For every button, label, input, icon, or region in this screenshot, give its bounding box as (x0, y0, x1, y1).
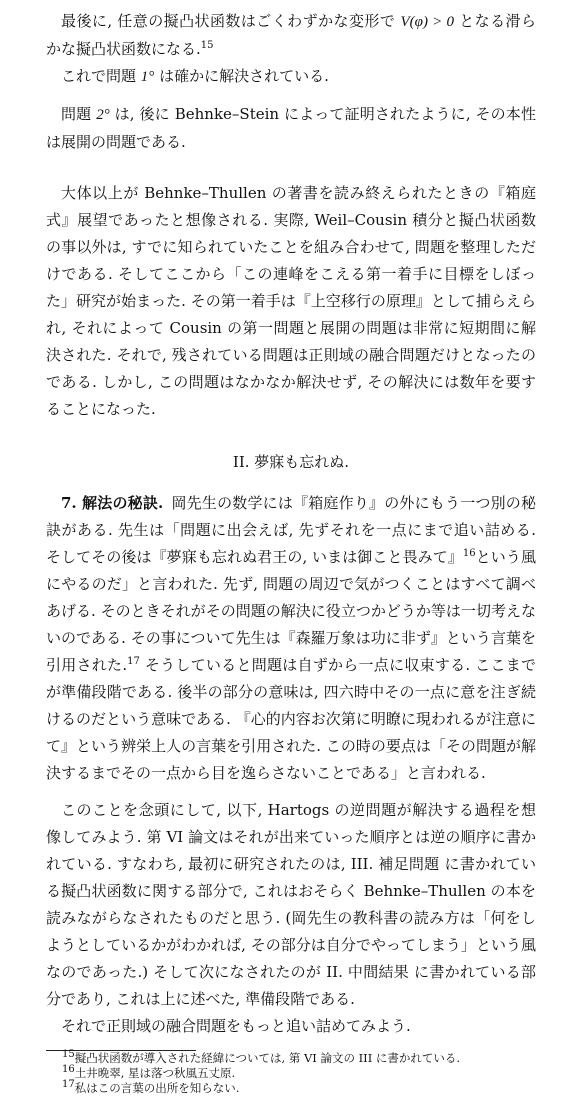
footnote-text: 擬凸状函数が導入された経緯については, 第 VI 論文の III に書かれている. (74, 1051, 461, 1065)
footnote-number: 17 (62, 1079, 75, 1091)
footnote-ref-17: 17 (127, 656, 140, 667)
inline-formula: V(φ) > 0 (400, 14, 454, 30)
problem-symbol: 1° (140, 69, 155, 85)
text: は, 後に Behnke–Stein によって証明されたように, その本性は展開の問題である. (46, 105, 536, 151)
text: 最後に, 任意の擬凸状函数はごくわずかな変形で (61, 12, 396, 30)
paragraph-problem-2 (46, 101, 536, 156)
text: これで問題 (61, 67, 137, 85)
text: 問題 (61, 105, 92, 123)
footnotes (46, 1050, 536, 1096)
text: は確かに解決されている. (159, 67, 329, 85)
paragraph-smoothing (46, 8, 536, 63)
footnote-text: 私はこの言葉の出所を知らない. (74, 1081, 240, 1095)
paragraph-summary: 大体以上が Behnke–Thullen の著書を読み終えられたときの『箱庭式』展望であったと想像される. 実際, Weil–Cousin 積分と擬凸状函数の事以外は, すでに知られていたことを組み合わせて, 問題を整理しただけである. そしてここから「この連峰をこえる第一着手に目標をしぼった」研究が始まった. その第一着手は『上空移行の原理』として捕らえられ, それによって Cousin の第一問題と展開の問題は非常に短期間に解決された. それで, 残されている問題は正則域の融合問題だけとなったのである. しかし, この問題はなかなか解決せず, その解決には数年を要することになった. (46, 184, 536, 418)
section-heading: II. 夢寐も忘れぬ. (232, 453, 350, 471)
subsection-heading: 7. 解法の秘訣. (61, 494, 164, 512)
footnote-16 (62, 1066, 536, 1081)
paragraph-section-7 (46, 490, 536, 787)
text: 岡先生の数学には『箱庭作り』の外にもう一つ別の秘訣がある. 先生は「問題に出会えば, 先ずそれを一点にまで追い詰める. そしてその後は『夢寐も忘れぬ君王の, いまは御こと畏みて』 (46, 494, 536, 566)
text: となる滑らかな擬凸状函数になる. (46, 12, 536, 58)
text: そうしていると問題は自ずから一点に収束する. ここまでが準備段階である. 後半の部分の意味は, 四六時中その一点に意を注ぎ続けるのだという意味である. 『心的内容お次第に明瞭に現われるが注意にて』という辨栄上人の言葉を引用された. この時の要点は「その問題が解決するまでその一点から目を逸らさないことである」と言われる. (46, 656, 536, 782)
footnote-15 (62, 1051, 536, 1066)
paragraph-hartogs: このことを念頭にして, 以下, Hartogs の逆問題が解決する過程を想像してみよう. 第 VI 論文はそれが出来ていった順序とは逆の順序に書かれている. すなわち, 最初に研究されたのは, III. 補足問題 に書かれている擬凸状函数に関する部分で, これはおそらく Behnke–Thullen の本を読みながらなされたものだと思う. (岡先生の教科書の読み方は「何をしようとしているかがわかれば, その部分は自分でやってしまう」という風なのであった.) そして次になされたのが II. 中間結果 に書かれている部分であり, これは上に述べた, 準備段階である. (46, 801, 536, 1008)
footnote-number: 15 (62, 1049, 75, 1061)
footnote-ref-16: 16 (462, 548, 476, 559)
footnote-17 (62, 1081, 536, 1096)
footnote-text: 土井晩翠, 星は落つ秋風五丈原. (74, 1066, 236, 1080)
problem-symbol: 2° (96, 107, 110, 123)
paragraph-problem-1 (46, 63, 536, 91)
footnote-number: 16 (62, 1064, 75, 1076)
text: という風にやるのだ」と言われた. 先ず, 問題の周辺で気がつくことはすべて調べあげる. そのときそれがその問題の解決に役立つかどうか等は一切考えないのである. その事について先生は『森羅万象は功に非ず』という言葉を引用された. (46, 548, 536, 674)
paragraph-conclusion: それで正則域の融合問題をもっと追い詰めてみよう. (61, 1017, 411, 1035)
footnote-ref-15: 15 (200, 40, 214, 51)
